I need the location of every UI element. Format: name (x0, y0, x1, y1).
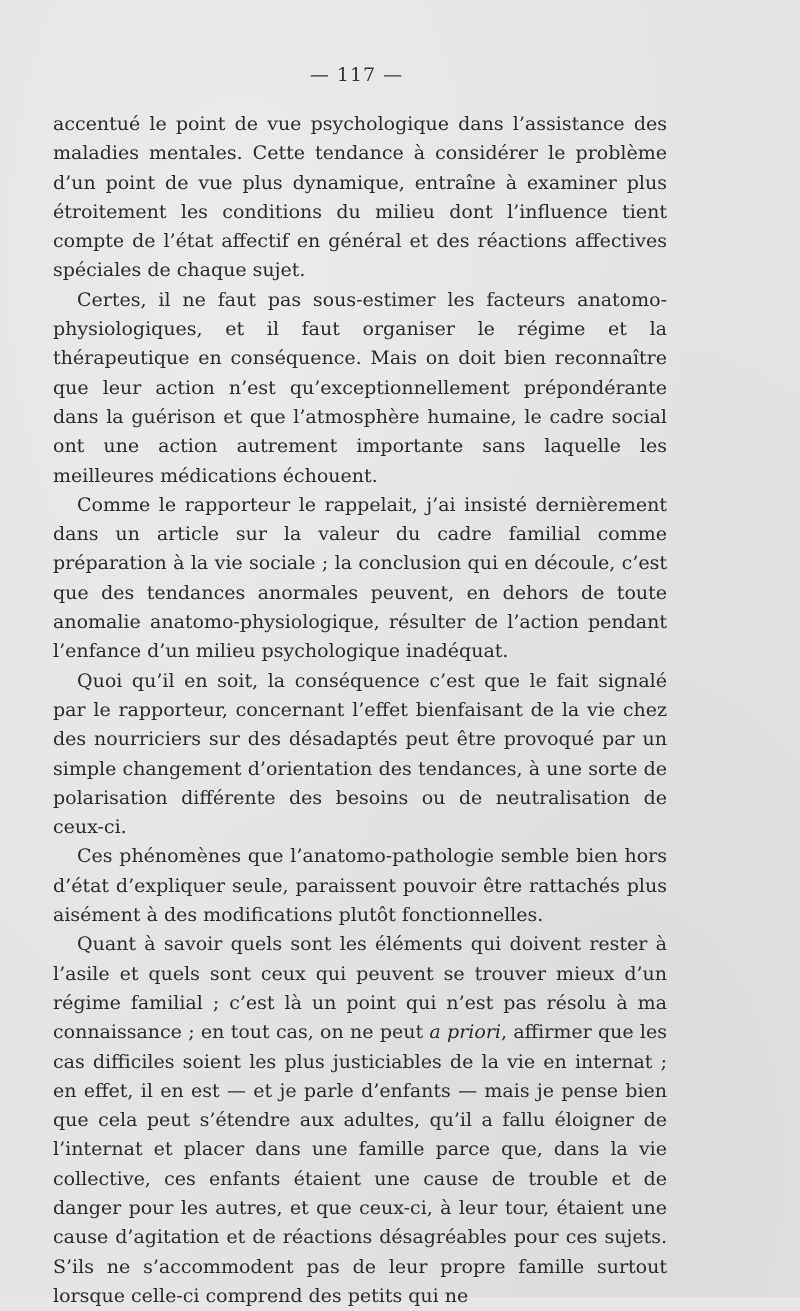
paragraph-2 (53, 286, 667, 491)
paragraph-6-text-b: , affirmer que les cas difficiles soient les plus justiciables de la vie en internat ; en effet, il en est — et je parle d’enfants — mais je pense bien que cela peut s’étendre aux adultes, qu’il a fallu éloigner de l’internat et placer dans une famille parce que, dans la vie collective, ces enfants étaient une cause de trouble et de danger pour les autres, et que ceux-ci, à leur tour, étaient une cause d’agitation et de réactions désagréables pour ces sujets. S’ils ne s’accommodent pas de leur propre famille surtout lorsque celle-ci comprend des petits qui ne (53, 1021, 667, 1307)
paragraph-4 (53, 667, 667, 843)
paragraph-3 (53, 491, 667, 667)
paragraph-1-text: accentué le point de vue psychologique dans l’assistance des maladies mentales. Cette tendance à considérer le problème d’un point de vue plus dynamique, entraîne à examiner plus étroitement les conditions du milieu dont l’influence tient compte de l’état affectif en général et des réactions affectives spéciales de chaque sujet. (53, 113, 667, 282)
paragraph-5-text: Ces phénomènes que l’anatomo-pathologie semble bien hors d’état d’expliquer seule, paraissent pouvoir être rattachés plus aisément à des modifications plutôt fonctionnelles. (53, 845, 667, 927)
page-number: — 117 — (309, 64, 404, 86)
paragraph-6 (53, 930, 667, 1311)
body-text (53, 110, 667, 1311)
paragraph-6-text-a: Quant à savoir quels sont les éléments qui doivent rester à l’asile et quels sont ceux qui peuvent se trouver mieux d’un régime familial ; c’est là un point qui n’est pas résolu à ma connaissance ; en tout cas, on ne peut (53, 933, 667, 1044)
paragraph-1 (53, 110, 667, 286)
paragraph-2-text: Certes, il ne faut pas sous-estimer les facteurs anatomo-physiologiques, et il faut organiser le régime et la thérapeutique en conséquence. Mais on doit bien reconnaître que leur action n’est qu’exceptionnellement prépondérante dans la guérison et que l’atmosphère humaine, le cadre social ont une action autrement importante sans laquelle les meilleures médications échouent. (53, 288, 667, 487)
paragraph-6-italic-a-priori: a priori (429, 1021, 501, 1044)
paragraph-5 (53, 842, 667, 930)
paragraph-4-text: Quoi qu’il en soit, la conséquence c’est que le fait signalé par le rapporteur, concernant l’effet bienfaisant de la vie chez des nourriciers sur des désadaptés peut être provoqué par un simple changement d’orientation des tendances, à une sorte de polarisation différente des besoins ou de neutralisation de ceux-ci. (53, 669, 667, 839)
paragraph-3-text: Comme le rapporteur le rappelait, j’ai insisté dernièrement dans un article sur la valeur du cadre familial comme préparation à la vie sociale ; la conclusion qui en découle, c’est que des tendances anormales peuvent, en dehors de toute anomalie anatomo-physiologique, résulter de l’action pendant l’enfance d’un milieu psychologique inadéquat. (53, 493, 667, 663)
